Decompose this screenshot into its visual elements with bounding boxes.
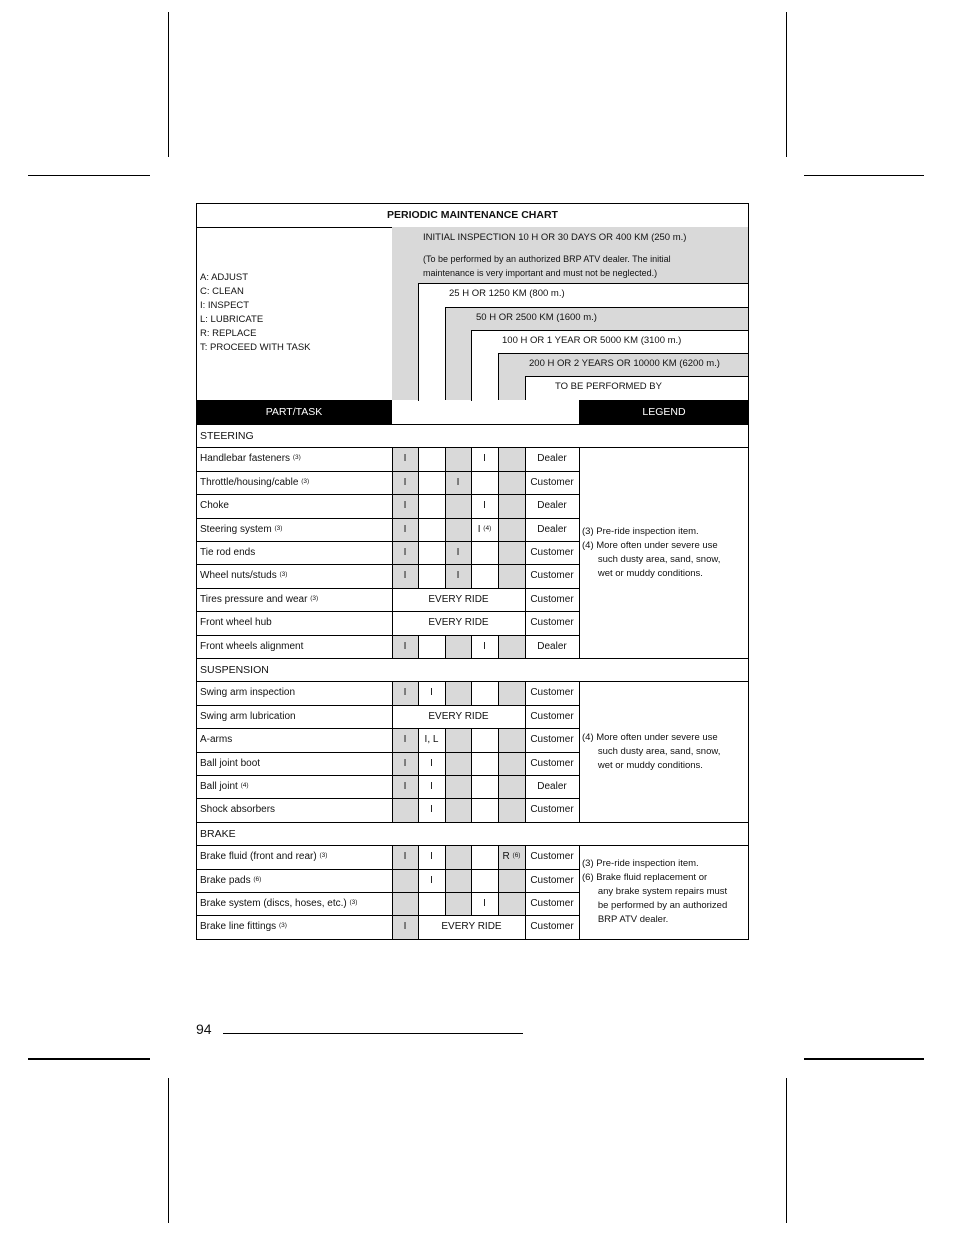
interval-value: I	[477, 523, 481, 535]
cell-divider	[392, 869, 393, 892]
interval-cell	[498, 850, 525, 863]
chart-title: PERIODIC MAINTENANCE CHART	[387, 209, 558, 221]
cell-divider	[392, 892, 393, 915]
performed-by-cell: Customer	[530, 593, 574, 605]
cell-divider	[418, 541, 419, 564]
cell-divider	[471, 681, 472, 704]
interval-cell	[392, 476, 418, 489]
footnote-ref: (3)	[319, 852, 328, 860]
code-replace: R: REPLACE	[200, 328, 257, 339]
part-name	[200, 920, 287, 933]
cell-divider	[498, 869, 499, 892]
cell-divider	[471, 564, 472, 587]
col5-band	[498, 376, 525, 400]
cell-divider	[498, 775, 499, 798]
legend-note: (3) Pre-ride inspection item.	[582, 858, 699, 869]
part-name	[200, 733, 232, 746]
interval-value: I	[430, 851, 433, 863]
cell-divider	[498, 798, 499, 821]
part-label: Tie rod ends	[200, 547, 256, 558]
part-label: Brake system (discs, hoses, etc.)	[200, 898, 347, 909]
cell-divider	[445, 845, 446, 868]
part-label: Ball joint	[200, 781, 238, 792]
interval-cell	[471, 499, 498, 512]
every-ride-label: EVERY RIDE	[428, 710, 489, 722]
performed-by-cell: Dealer	[537, 523, 567, 535]
crop-mark	[28, 1058, 150, 1060]
performed-by-cell: Customer	[530, 757, 574, 769]
cell-divider	[471, 471, 472, 494]
legend-note: (3) Pre-ride inspection item.	[582, 525, 699, 537]
cell-divider	[392, 798, 393, 821]
performed-by-cell: Customer	[530, 476, 574, 488]
every-ride-label: EVERY RIDE	[441, 921, 502, 933]
interval-cell	[392, 523, 418, 536]
cell-divider	[498, 752, 499, 775]
footnote-ref: (3)	[278, 922, 287, 930]
part-label: Choke	[200, 500, 229, 512]
interval-cell	[445, 569, 471, 582]
performed-by-cell: Customer	[530, 687, 574, 699]
interval-cell	[445, 476, 471, 489]
legend-note: any brake system repairs must	[582, 886, 728, 897]
cell-divider	[498, 471, 499, 494]
cell-divider	[471, 728, 472, 751]
code-lubricate: L: LUBRICATE	[200, 314, 264, 325]
performed-by-cell: Customer	[530, 547, 574, 558]
maintenance-chart	[196, 203, 749, 938]
legend-note: wet or muddy conditions.	[582, 567, 703, 579]
interval-value: I	[456, 547, 460, 558]
page-number: 94	[196, 1021, 212, 1037]
interval-cell	[471, 897, 498, 910]
section-title: BRAKE	[200, 827, 236, 840]
interval-cell	[418, 803, 445, 816]
interval-value: I	[403, 523, 407, 535]
part-name	[200, 569, 287, 582]
cell-divider	[445, 775, 446, 798]
section-header-row	[196, 658, 749, 682]
interval-cell	[418, 733, 445, 746]
cell-divider	[445, 494, 446, 517]
part-name	[200, 616, 272, 629]
interval-cell	[392, 452, 418, 465]
performed-by-header-cell	[525, 400, 579, 424]
interval-cell	[392, 733, 418, 746]
footnote-ref: (4)	[240, 782, 249, 789]
table-row	[196, 494, 580, 518]
part-label: Shock absorbers	[200, 804, 276, 816]
cell-divider	[498, 892, 499, 915]
performed-by-cell: Customer	[530, 710, 574, 722]
part-label: Throttle/housing/cable	[200, 476, 299, 488]
legend-note: (4) More often under severe use	[582, 539, 718, 551]
interval-value: I	[483, 640, 486, 652]
interval-value: I	[456, 476, 460, 488]
crop-mark	[804, 175, 924, 176]
interval-value: I, L	[424, 734, 439, 746]
crop-mark	[786, 1078, 787, 1223]
part-name	[200, 593, 318, 606]
cell-divider	[498, 541, 499, 564]
part-label: Tires pressure and wear	[200, 593, 308, 605]
part-label: Brake fluid (front and rear)	[200, 851, 317, 863]
interval-value: I	[430, 874, 433, 886]
part-label: Steering system	[200, 523, 272, 535]
interval-value: I	[403, 757, 407, 769]
col3-band	[445, 330, 472, 400]
cell-divider	[445, 447, 446, 470]
legend-note: such dusty area, sand, snow,	[582, 553, 721, 565]
performed-by-cell: Customer	[530, 921, 574, 933]
performed-by-cell: Dealer	[537, 781, 567, 792]
cell-divider	[471, 845, 472, 868]
interval-value: I	[403, 687, 407, 699]
interval-cell	[418, 686, 445, 699]
interval-cell	[418, 874, 445, 887]
performed-by-cell: Dealer	[537, 453, 567, 465]
cell-divider	[498, 564, 499, 587]
interval-value: I	[483, 453, 486, 465]
section-title: STEERING	[200, 430, 254, 442]
cell-divider	[445, 635, 446, 658]
cell-divider	[498, 635, 499, 658]
footnote-ref: (3)	[349, 899, 358, 906]
cell-divider	[418, 635, 419, 658]
interval-cell	[392, 850, 418, 863]
performed-by-cell: Customer	[530, 570, 574, 582]
interval-cell	[445, 546, 471, 559]
part-name	[200, 523, 282, 536]
interval-200-label: 200 H OR 2 YEARS OR 10000 KM (6200 m.)	[529, 358, 720, 369]
cell-divider	[498, 728, 499, 751]
cell-divider	[445, 728, 446, 751]
col-separator	[471, 354, 472, 401]
code-adjust: A: ADJUST	[200, 272, 249, 283]
interval-50-label: 50 H OR 2500 KM (1600 m.)	[476, 312, 597, 323]
footer-rule	[223, 1033, 523, 1034]
interval-initial-label: INITIAL INSPECTION 10 H OR 30 DAYS OR 400 KM (250 m.)	[423, 232, 687, 243]
interval-cell	[392, 499, 418, 512]
interval-value: I	[403, 640, 407, 652]
crop-mark	[28, 175, 150, 176]
cell-divider	[498, 681, 499, 704]
crop-mark	[804, 1058, 924, 1060]
interval-value: I	[403, 453, 407, 465]
cell-divider	[418, 518, 419, 541]
cell-divider	[445, 518, 446, 541]
part-label: Swing arm lubrication	[200, 710, 296, 722]
cell-divider	[471, 541, 472, 564]
footnote-ref: (3)	[292, 454, 301, 462]
interval-value: I	[483, 500, 486, 512]
cell-divider	[418, 564, 419, 587]
interval-cell	[471, 640, 498, 653]
interval-cell	[418, 850, 445, 863]
every-ride-label: EVERY RIDE	[428, 617, 489, 629]
section-title: SUSPENSION	[200, 664, 269, 676]
footnote-ref: (3)	[274, 524, 283, 532]
interval-cell	[471, 452, 498, 465]
interval-value: I	[430, 804, 433, 816]
legend-header: LEGEND	[579, 400, 749, 424]
table-row	[196, 728, 580, 752]
part-name	[200, 710, 296, 723]
legend-note: be performed by an authorized	[582, 900, 728, 911]
interval-value: I	[403, 476, 407, 488]
part-name	[200, 686, 295, 699]
interval-100-label: 100 H OR 1 YEAR OR 5000 KM (3100 m.)	[502, 335, 682, 346]
interval-value: I	[403, 781, 407, 792]
code-inspect: I: INSPECT	[200, 300, 250, 311]
interval-cell	[392, 569, 418, 582]
interval-initial-note-1: (To be performed by an authorized BRP ATV dealer. The initial	[423, 254, 671, 264]
cell-divider	[498, 494, 499, 517]
part-label: Front wheels alignment	[200, 640, 304, 652]
part-task-header: PART/TASK	[196, 400, 392, 424]
cell-divider	[445, 681, 446, 704]
interval-value: I	[430, 781, 433, 792]
part-name	[200, 874, 261, 887]
interval-value: I	[430, 687, 433, 699]
footnote-ref: (6)	[253, 875, 262, 883]
part-label: Swing arm inspection	[200, 687, 296, 699]
performed-by-cell: Customer	[530, 851, 574, 863]
crop-mark	[168, 1078, 169, 1223]
every-ride-label: EVERY RIDE	[428, 593, 489, 605]
cell-divider	[445, 798, 446, 821]
interval-cell	[392, 546, 418, 559]
footnote-ref: (6)	[512, 852, 521, 860]
performed-by-cell: Customer	[530, 617, 574, 629]
part-label: Brake line fittings	[200, 921, 277, 933]
cell-divider	[471, 798, 472, 821]
part-name	[200, 803, 275, 816]
interval-value: I	[483, 898, 486, 909]
interval-value: I	[403, 500, 407, 512]
cell-divider	[418, 471, 419, 494]
legend-note: wet or muddy conditions.	[582, 759, 703, 771]
part-label: Front wheel hub	[200, 617, 272, 629]
interval-value: I	[403, 734, 407, 746]
section-header-row	[196, 822, 749, 846]
interval-value: I	[403, 547, 407, 558]
part-name	[200, 640, 303, 653]
interval-value: I	[403, 570, 407, 582]
interval-value: I	[403, 851, 407, 863]
part-name	[200, 850, 327, 863]
part-name	[200, 780, 249, 793]
interval-value: I	[430, 757, 433, 769]
cell-divider	[445, 869, 446, 892]
part-label: Brake pads	[200, 874, 251, 886]
interval-cell	[392, 686, 418, 699]
cell-divider	[471, 775, 472, 798]
legend-note: BRP ATV dealer.	[582, 914, 669, 925]
footnote-ref: (4)	[483, 524, 492, 532]
footnote-ref: (3)	[279, 571, 288, 579]
interval-cell	[392, 640, 418, 653]
col-separator	[418, 307, 419, 401]
col1-band	[392, 284, 419, 400]
performed-by-cell: Customer	[530, 898, 574, 909]
interval-value: I	[456, 570, 460, 582]
cell-divider	[418, 494, 419, 517]
interval-cell	[471, 523, 498, 536]
cell-divider	[498, 447, 499, 470]
table-row	[196, 775, 580, 799]
performed-by-cell: Customer	[530, 734, 574, 746]
performed-by-cell: Customer	[530, 874, 574, 886]
interval-cell	[418, 757, 445, 770]
crop-mark	[786, 12, 787, 157]
part-name	[200, 897, 357, 910]
part-name	[200, 476, 309, 489]
legend-note: such dusty area, sand, snow,	[582, 745, 721, 757]
legend-note: (4) More often under severe use	[582, 731, 718, 743]
legend-note: (6) Brake fluid replacement or	[582, 872, 708, 883]
cell-divider	[498, 518, 499, 541]
interval-cell	[418, 780, 445, 793]
interval-cell: I	[403, 921, 407, 933]
cell-divider	[418, 892, 419, 915]
code-clean: C: CLEAN	[200, 286, 244, 297]
interval-value: R	[502, 851, 510, 863]
cell-divider	[445, 752, 446, 775]
cell-divider	[471, 869, 472, 892]
code-proceed: T: PROCEED WITH TASK	[200, 342, 311, 353]
footnote-ref: (3)	[310, 594, 319, 602]
interval-initial-note-2: maintenance is very important and must not be neglected.)	[423, 268, 658, 278]
cell-divider	[418, 447, 419, 470]
cell-divider	[445, 892, 446, 915]
part-label: Ball joint boot	[200, 757, 261, 769]
part-name	[200, 546, 255, 559]
interval-cell	[392, 780, 418, 793]
part-name	[200, 757, 260, 770]
part-label: Wheel nuts/studs	[200, 570, 277, 582]
footnote-ref: (3)	[301, 477, 310, 485]
section-header-row	[196, 424, 749, 448]
interval-25-label: 25 H OR 1250 KM (800 m.)	[449, 288, 565, 299]
performed-by-cell: Dealer	[537, 500, 567, 512]
performed-by-label: TO BE PERFORMED BY	[555, 381, 662, 392]
part-label: Handlebar fasteners	[200, 453, 291, 465]
performed-by-cell: Dealer	[537, 640, 567, 652]
part-label: A-arms	[200, 734, 233, 746]
part-name	[200, 499, 229, 512]
crop-mark	[168, 12, 169, 157]
cell-divider	[471, 752, 472, 775]
interval-cell	[392, 757, 418, 770]
part-name	[200, 452, 301, 465]
performed-by-cell: Customer	[530, 804, 574, 816]
